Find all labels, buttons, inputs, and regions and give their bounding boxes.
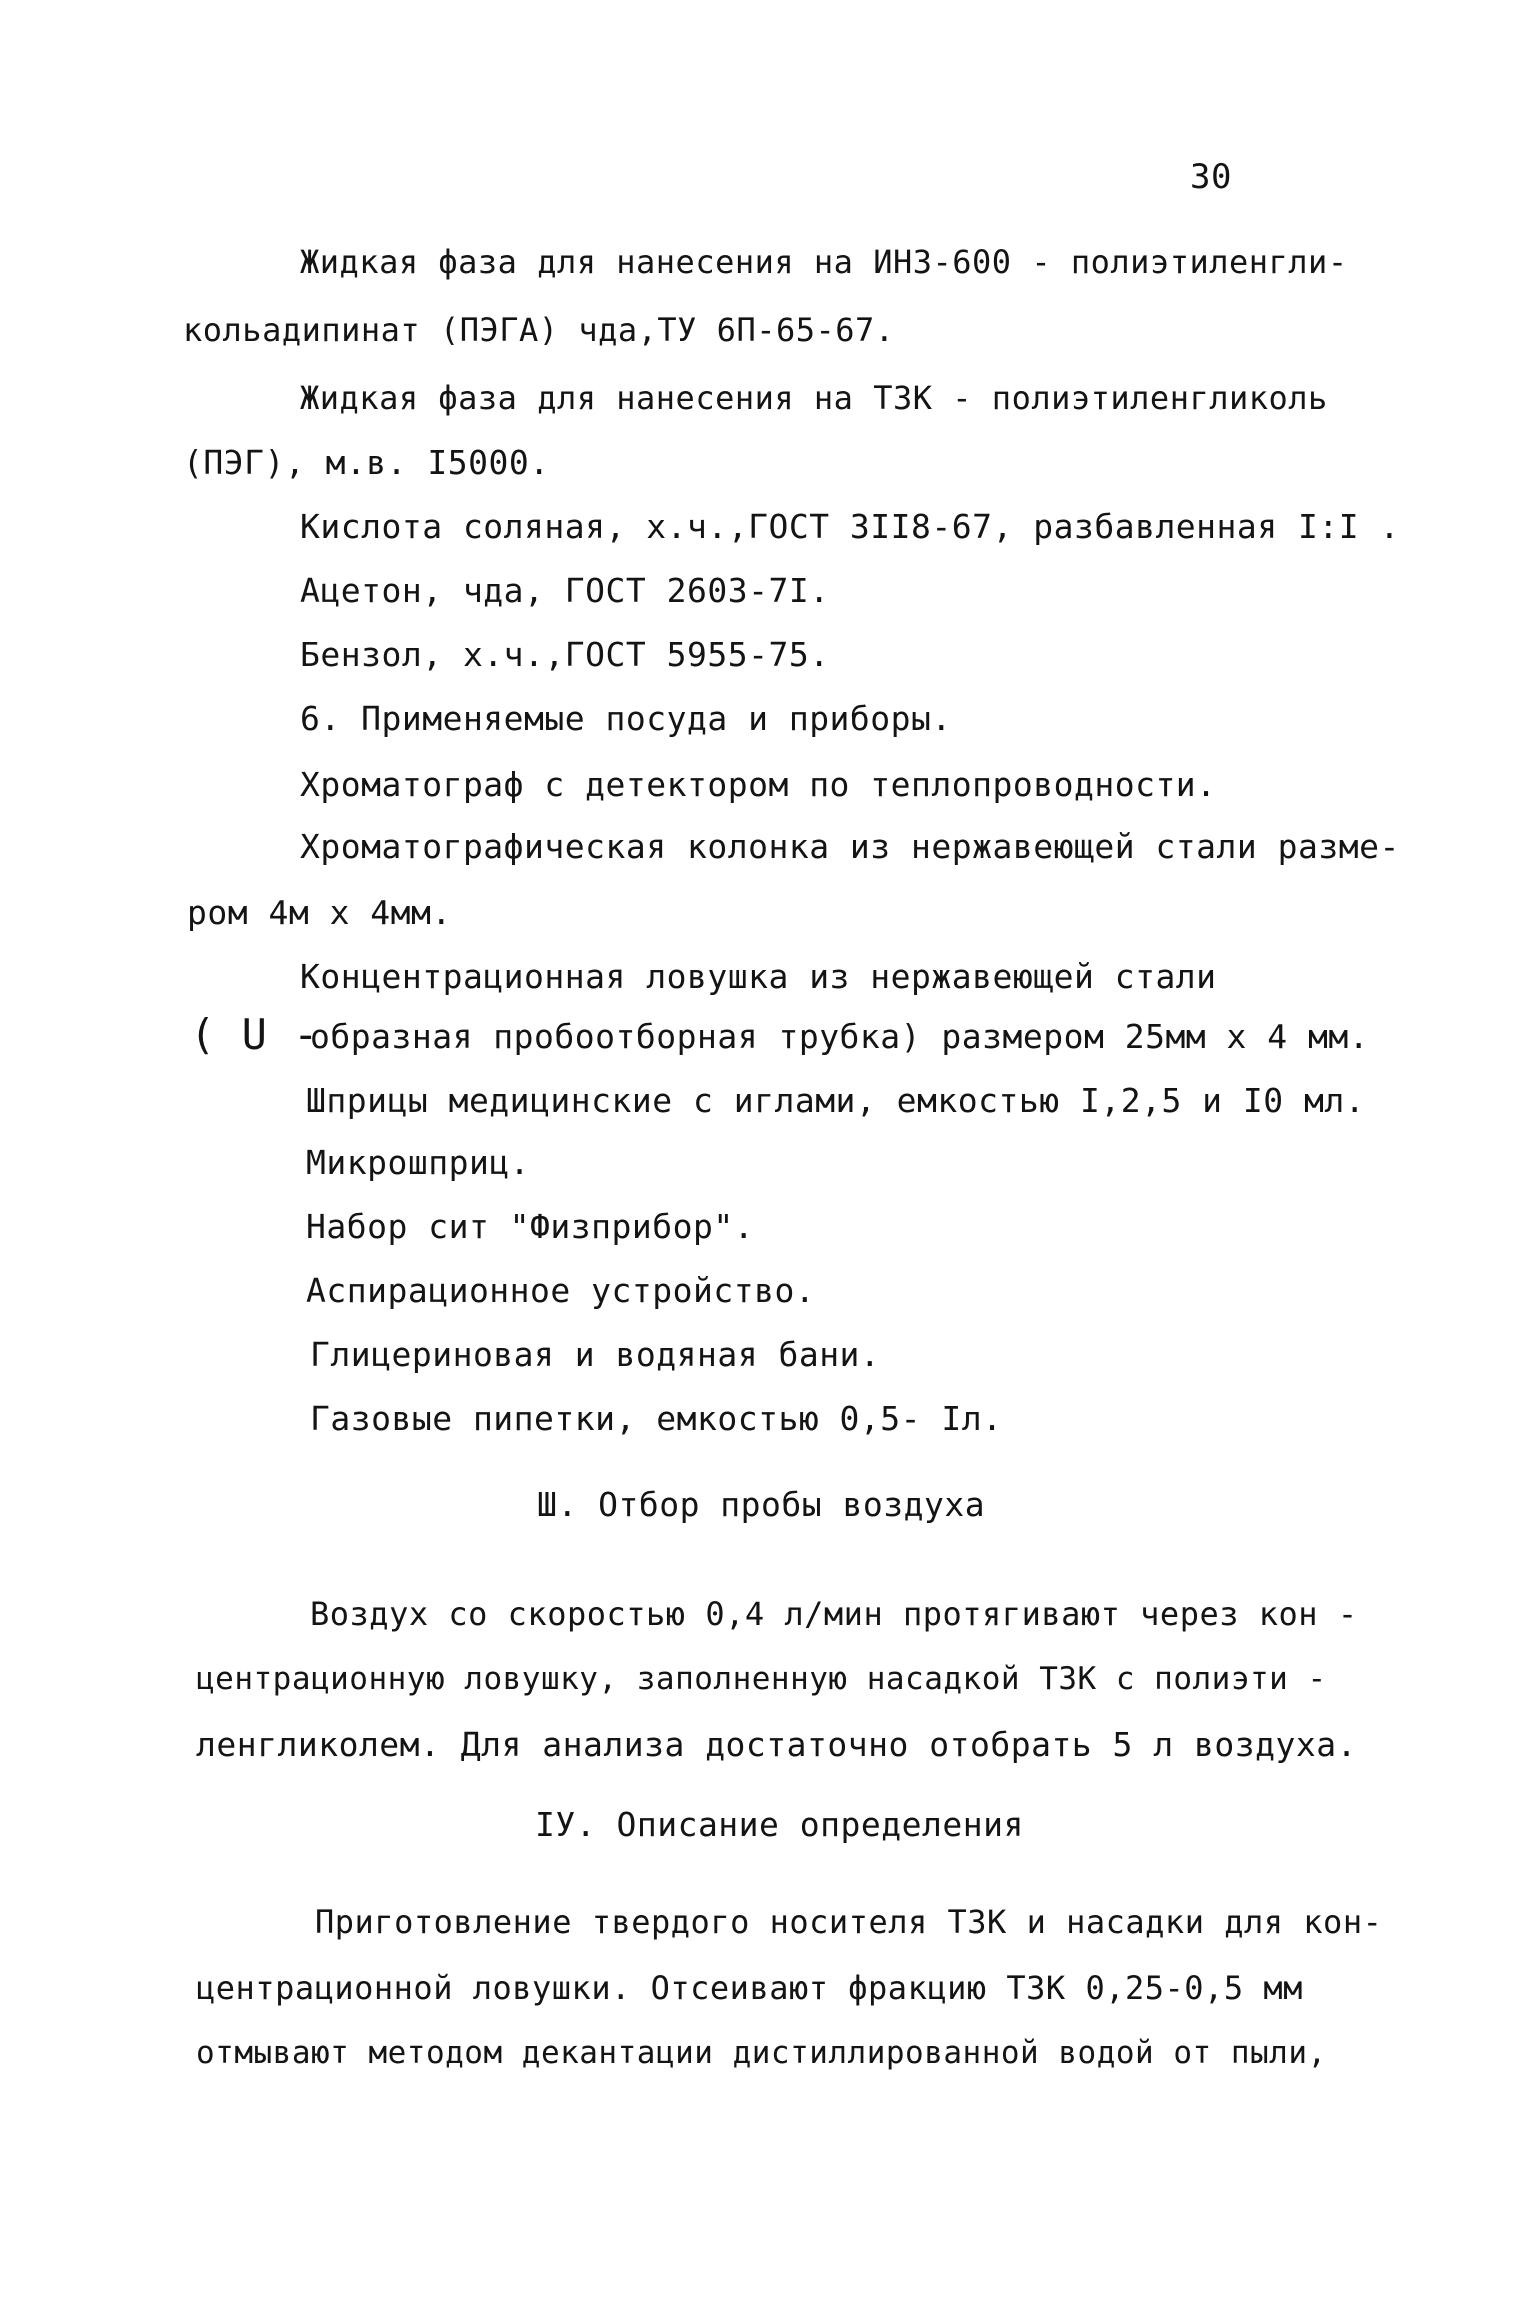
text-line: Хроматографическая колонка из нержавеющей стали разме- [300, 827, 1400, 866]
page-number: 30 [1190, 157, 1232, 197]
text-line: ленгликолем. Для анализа достаточно отобрать 5 л воздуха. [196, 1725, 1357, 1764]
text-line: Газовые пипетки, емкостью 0,5- Iл. [310, 1399, 1003, 1438]
text-line: Глицериновая и водяная бани. [310, 1335, 881, 1374]
text-line: центрационную ловушку, заполненную насадкой ТЗК с полиэти - [196, 1661, 1327, 1697]
text-line: образная пробоотборная трубка) размером 25мм х 4 мм. [310, 1017, 1370, 1056]
subsection-heading: 6. Применяемые посуда и приборы. [300, 699, 952, 738]
text-line: Аспирационное устройство. [306, 1271, 816, 1310]
text-line: Воздух со скоростью 0,4 л/мин протягивают через кон - [310, 1595, 1358, 1633]
text-line: Бензол, х.ч.,ГОСТ 5955-75. [300, 635, 830, 674]
text-line: Концентрационная ловушка из нержавеющей стали [300, 957, 1217, 996]
u-shape-prefix: ( U - [190, 1010, 319, 1059]
text-line: Хроматограф с детектором по теплопроводности. [300, 765, 1217, 804]
text-line: Микрошприц. [306, 1143, 531, 1182]
section-title: IУ. Описание определения [535, 1805, 1024, 1844]
text-line: Шприцы медицинские с иглами, емкостью I,2,5 и I0 мл. [306, 1081, 1366, 1120]
text-line: Приготовление твердого носителя ТЗК и насадки для кон- [315, 1903, 1383, 1941]
text-line: Ацетон, чда, ГОСТ 2603-7I. [300, 571, 830, 610]
text-line: Жидкая фаза для нанесения на ИНЗ-600 - полиэтиленгли- [300, 243, 1348, 281]
text-line: Жидкая фаза для нанесения на ТЗК - полиэтиленгликоль [300, 379, 1328, 417]
text-line: ром 4м х 4мм. [187, 893, 452, 932]
text-line: Кислота соляная, х.ч.,ГОСТ 3II8-67, разбавленная I:I . [300, 507, 1400, 546]
text-line: (ПЭГ), м.в. I5000. [183, 443, 550, 482]
text-line: центрационной ловушки. Отсеивают фракцию ТЗК 0,25-0,5 мм [196, 1969, 1303, 2007]
text-line: отмывают методом декантации дистиллированной водой от пыли, [196, 2035, 1327, 2071]
section-title: Ш. Отбор пробы воздуха [537, 1485, 986, 1524]
text-line: Набор сит "Физприбор". [306, 1207, 755, 1246]
text-line: кольадипинат (ПЭГА) чда,ТУ 6П-65-67. [183, 311, 895, 349]
